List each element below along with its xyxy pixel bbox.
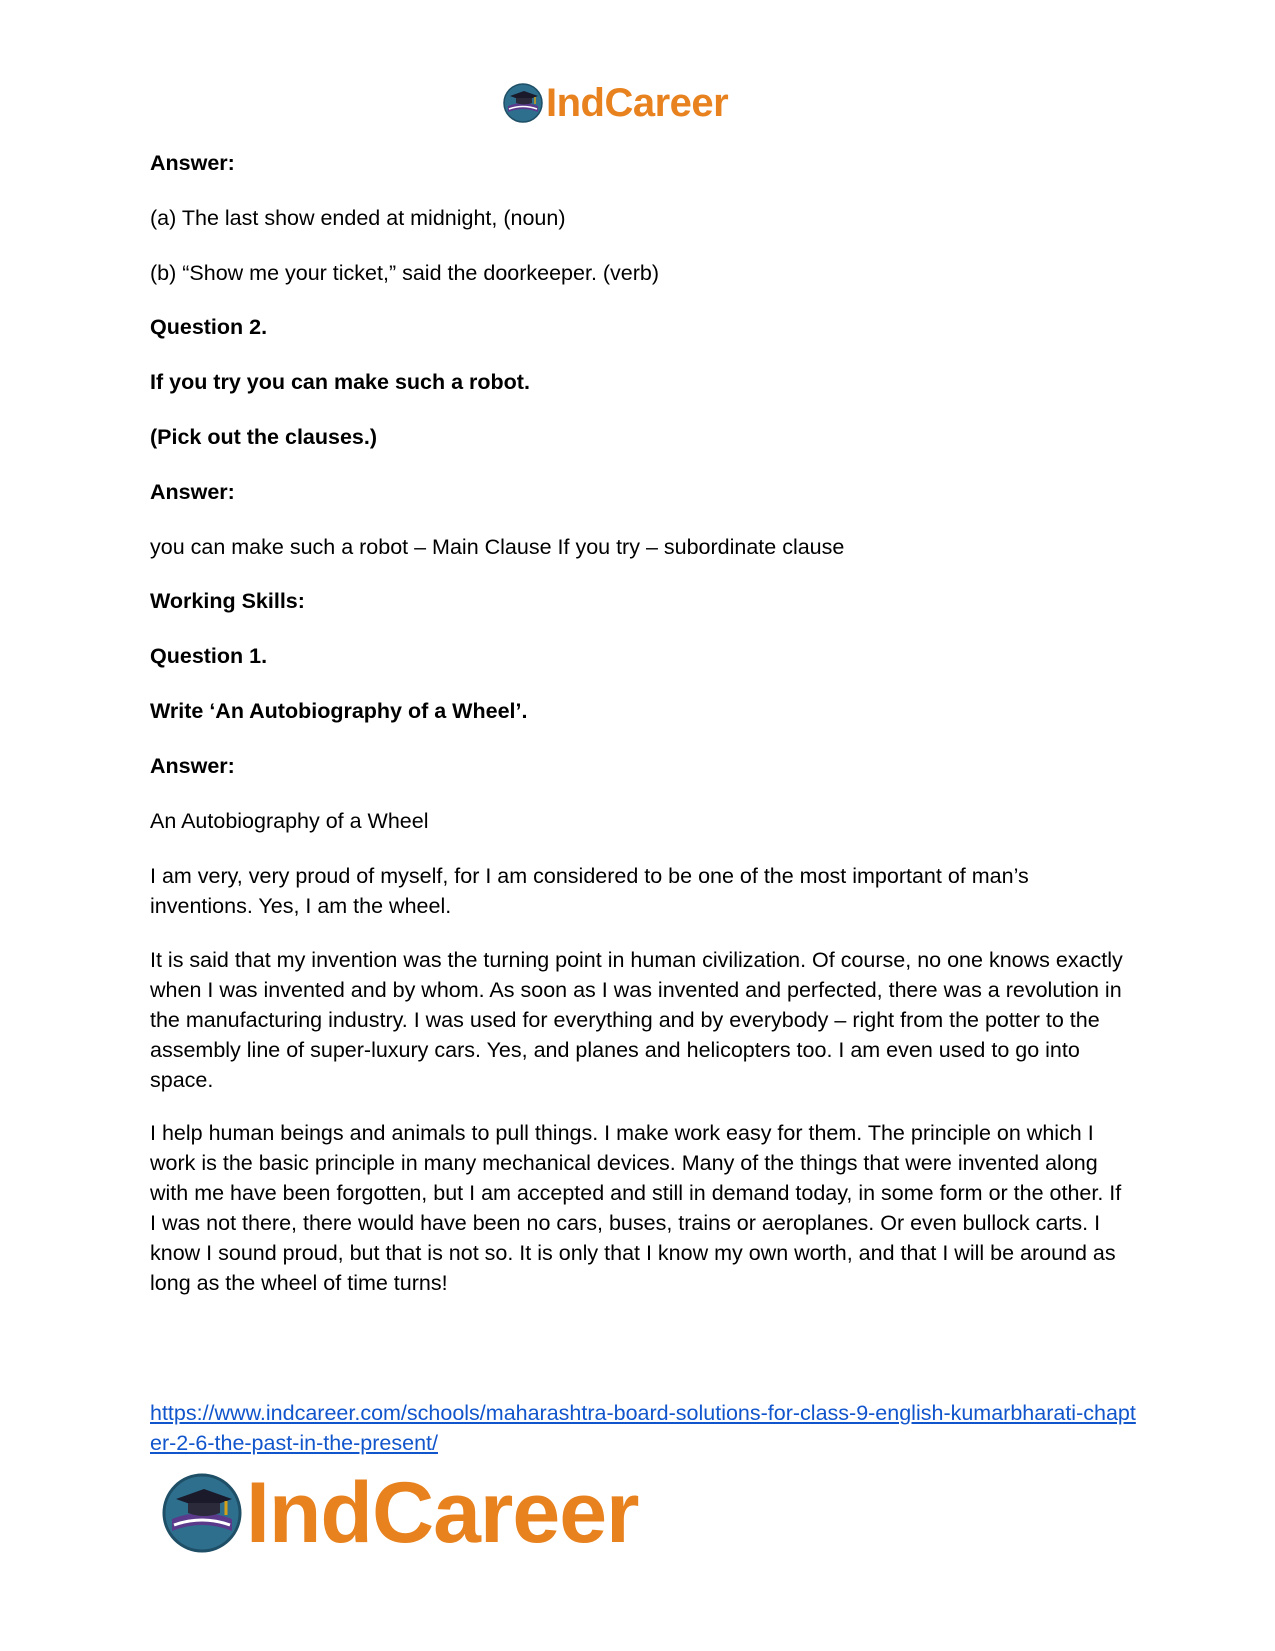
answer-label: Answer: (150, 480, 235, 504)
answer-label: Answer: (150, 754, 235, 778)
question-instruction: (Pick out the clauses.) (150, 425, 378, 449)
essay-paragraph: It is said that my invention was the turning point in human civilization. Of course, no one knows exactly when I was invented and by whom. As soon as I was invented and perfected, there was a revolution in the manufacturing industry. I was used for everything and by everybody – right from the potter to the assembly line of super-luxury cars. Yes, and planes and helicopters too. I am even used to go into space. (150, 948, 1123, 1092)
answer-line-a: (a) The last show ended at midnight, (noun) (150, 206, 566, 230)
essay-title: An Autobiography of a Wheel (150, 809, 429, 833)
graduation-cap-book-globe-icon (502, 82, 544, 124)
question-label: Question 1. (150, 644, 268, 668)
essay-paragraph: I help human beings and animals to pull things. I make work easy for them. The principle on which I work is the basic principle in many mechanical devices. Many of the things that were invented along with me have been forgotten, but I am accepted and still in demand today, in some form or the other. If I was not there, there would have been no cars, buses, trains or aeroplanes. Or even bullock carts. I know I sound proud, but that is not so. It is only that I know my own worth, and that I will be around as long as the wheel of time turns! (150, 1121, 1122, 1295)
source-link[interactable]: https://www.indcareer.com/schools/maharashtra-board-solutions-for-class-9-english-kumarbharati-chapter-2-6-the-past-in-the-present/ (150, 1401, 1136, 1455)
answer-line-b: (b) “Show me your ticket,” said the doorkeeper. (verb) (150, 261, 660, 285)
footer-logo (160, 1465, 639, 1561)
question-text: Write ‘An Autobiography of a Wheel’. (150, 699, 528, 723)
graduation-cap-book-globe-icon (160, 1471, 244, 1555)
brand-name: IndCareer (546, 81, 729, 125)
answer-text: you can make such a robot – Main Clause If you try – subordinate clause (150, 535, 845, 559)
header-logo (502, 78, 728, 128)
essay-paragraph: I am very, very proud of myself, for I am considered to be one of the most important of man’s inventions. Yes, I am the wheel. (150, 864, 1029, 918)
question-text: If you try you can make such a robot. (150, 370, 530, 394)
brand-name: IndCareer (246, 1465, 639, 1561)
answer-label: Answer: (150, 151, 235, 175)
question-label: Question 2. (150, 315, 268, 339)
section-heading: Working Skills: (150, 589, 305, 613)
